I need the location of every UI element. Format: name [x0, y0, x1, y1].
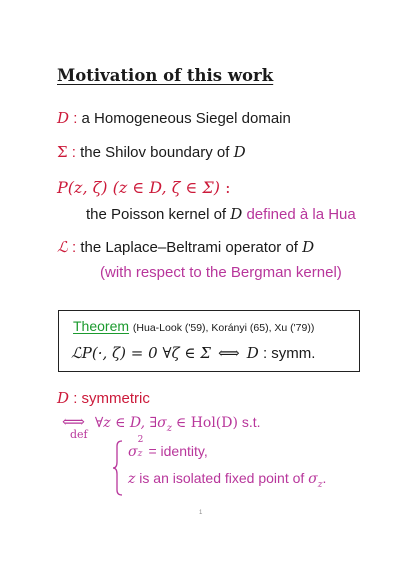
power-superscript: 2: [137, 435, 144, 445]
definition-poisson-symbol: [57, 178, 230, 197]
case-fixed-point: [128, 470, 326, 490]
laplace-symbol: ℒ: [57, 238, 68, 256]
iff-symbol: ⟺: [62, 412, 85, 431]
definition-separator: :: [71, 239, 77, 256]
definition-shilov-boundary: [57, 143, 246, 161]
domain-symbol: D: [57, 389, 70, 407]
condition-subscript: z: [166, 422, 172, 434]
theorem-name: Theorem: [73, 318, 130, 334]
definition-text: the Shilov boundary of: [80, 144, 230, 161]
symmetric-word: symmetric: [81, 390, 150, 407]
domain-symbol: D: [302, 238, 315, 256]
left-brace-icon: [112, 440, 124, 496]
definition-text: a Homogeneous Siegel domain: [81, 110, 291, 127]
definition-poisson-text: [86, 205, 356, 223]
such-that: s.t.: [241, 414, 261, 430]
condition-tail: ∈ Hol(D): [175, 415, 238, 431]
sigma-symbol: σ: [308, 471, 318, 487]
case-text: = identity,: [148, 443, 208, 459]
definition-text: the Poisson kernel of: [86, 206, 227, 223]
theorem-header: [73, 318, 314, 334]
theorem-box: [58, 310, 360, 372]
definition-laplace-beltrami: [57, 238, 314, 256]
condition-formula: ∀z ∈ D, ∃σ: [94, 415, 167, 431]
definition-separator: :: [225, 178, 231, 197]
def-subscript: def: [70, 428, 88, 441]
bergman-note: (with respect to the Bergman kernel): [100, 264, 342, 281]
domain-symbol: D: [230, 205, 243, 223]
definition-separator: :: [71, 144, 76, 161]
symmetric-condition: [62, 412, 261, 434]
definition-domain: [57, 109, 291, 127]
z-symbol: z: [128, 471, 136, 487]
hua-note: defined à la Hua: [246, 206, 356, 223]
sigma-symbol: Σ: [57, 143, 68, 161]
page-number: 1: [199, 510, 203, 516]
symmetric-definition-head: [57, 389, 150, 407]
poisson-kernel-symbol: P(z, ζ) (z ∈ D, ζ ∈ Σ): [57, 178, 220, 197]
sigma-subscript: z: [317, 479, 323, 490]
definition-separator: :: [73, 110, 78, 127]
theorem-citation: (Hua-Look ('59), Korányi (65), Xu ('79)): [132, 322, 315, 334]
domain-symbol: D: [233, 143, 246, 161]
definition-text: the Laplace–Beltrami operator of: [80, 239, 298, 256]
theorem-formula: [71, 344, 315, 362]
case-text: is an isolated fixed point of: [139, 470, 305, 486]
case-identity: [128, 435, 208, 460]
sigma-symbol: σ: [128, 444, 138, 460]
formula-separator: :: [262, 345, 268, 362]
slide-title: Motivation of this work: [57, 66, 274, 85]
domain-symbol: D: [246, 344, 259, 362]
period: .: [322, 470, 327, 486]
definition-separator: :: [73, 390, 78, 407]
cases-block: [112, 435, 372, 500]
iff-symbol: ⟺: [218, 344, 240, 362]
formula-word: symm.: [271, 345, 316, 362]
domain-symbol: D: [57, 109, 70, 127]
formula-left: ℒP(·, ζ) = 0 ∀ζ ∈ Σ: [71, 344, 211, 362]
sigma-subscript: z: [137, 449, 143, 459]
